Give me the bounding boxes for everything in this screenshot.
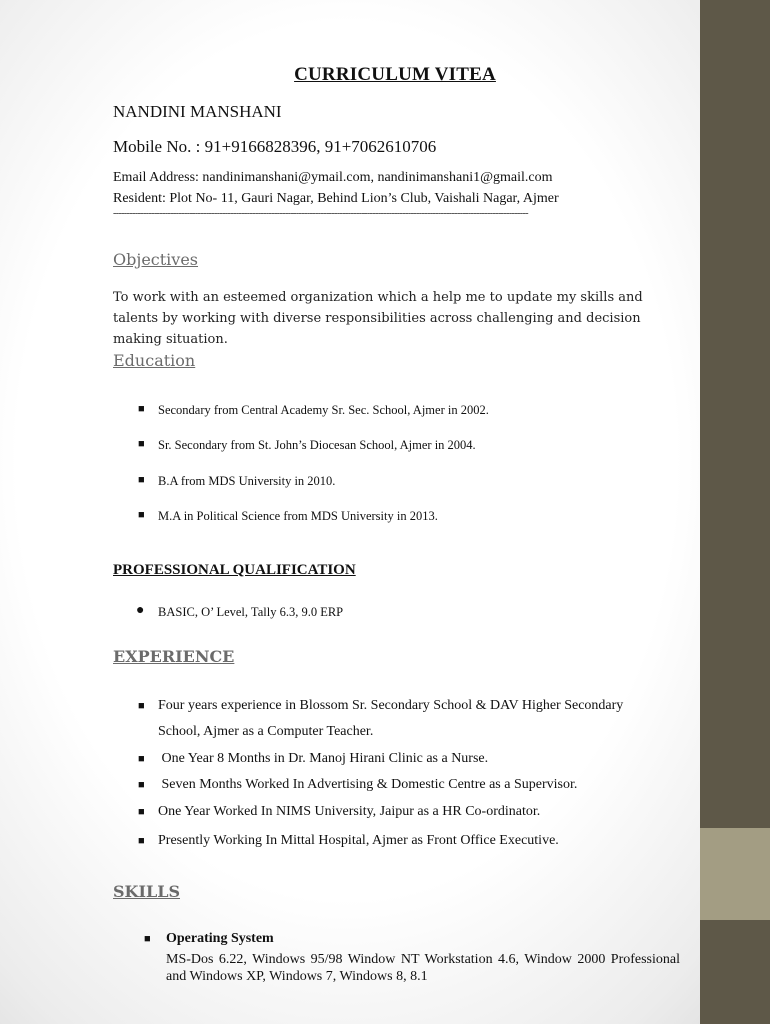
skills-os-text: MS-Dos 6.22, Windows 95/98 Window NT Workstation 4.6, Window 2000 Professional and Windows XP, Windows 7, Windows 8, 8.1 (166, 952, 680, 984)
objectives-heading: Objectives (113, 250, 199, 269)
professional-qualification-heading: PROFESSIONAL QUALIFICATION (113, 562, 356, 578)
experience-item: One Year 8 Months in Dr. Manoj Hirani Clinic as a Nurse. (158, 751, 489, 766)
header-divider: -------------------------------------------------------------------------------------------------------------------------------------------------------- (113, 208, 528, 219)
mobile-number: Mobile No. : 91+9166828396, 91+7062610706 (113, 137, 437, 156)
skills-os-title: Operating System (166, 931, 274, 946)
experience-item: Four years experience in Blossom Sr. Secondary School & DAV Higher Secondary (158, 698, 624, 713)
round-bullet-icon: ● (136, 603, 145, 618)
square-bullet-icon: ■ (138, 438, 145, 450)
square-bullet-icon: ■ (138, 753, 145, 765)
document-title: CURRICULUM VITEA (294, 64, 496, 85)
square-bullet-icon: ■ (138, 403, 145, 415)
square-bullet-icon: ■ (138, 806, 145, 818)
experience-heading: EXPERIENCE (113, 647, 235, 666)
experience-item: Seven Months Worked In Advertising & Domestic Centre as a Supervisor. (158, 777, 578, 792)
square-bullet-icon: ■ (138, 474, 145, 486)
square-bullet-icon: ■ (138, 779, 145, 791)
experience-item: One Year Worked In NIMS University, Jaipur as a HR Co-ordinator. (158, 804, 541, 819)
education-item: B.A from MDS University in 2010. (158, 474, 336, 488)
education-heading: Education (113, 351, 196, 370)
resident-address: Resident: Plot No- 11, Gauri Nagar, Behind Lion’s Club, Vaishali Nagar, Ajmer (113, 191, 559, 206)
decorative-sidebar-accent (700, 828, 770, 920)
square-bullet-icon: ■ (138, 835, 145, 847)
education-item: Sr. Secondary from St. John’s Diocesan School, Ajmer in 2004. (158, 438, 476, 452)
objectives-text: To work with an esteemed organization which a help me to update my skills and talents by working with diverse responsibilities across challenging and decision making situation. (113, 290, 643, 347)
education-item: Secondary from Central Academy Sr. Sec. School, Ajmer in 2002. (158, 403, 489, 417)
candidate-name: NANDINI MANSHANI (113, 102, 282, 121)
square-bullet-icon: ■ (144, 933, 151, 945)
skills-heading: SKILLS (113, 882, 180, 901)
square-bullet-icon: ■ (138, 700, 145, 712)
square-bullet-icon: ■ (138, 509, 145, 521)
qualification-item: BASIC, O’ Level, Tally 6.3, 9.0 ERP (158, 605, 344, 619)
education-item: M.A in Political Science from MDS University in 2013. (158, 509, 438, 523)
experience-item: Presently Working In Mittal Hospital, Ajmer as Front Office Executive. (158, 833, 559, 848)
experience-item-continued: School, Ajmer as a Computer Teacher. (158, 724, 374, 739)
email-address: Email Address: nandinimanshani@ymail.com, nandinimanshani1@gmail.com (113, 170, 553, 185)
